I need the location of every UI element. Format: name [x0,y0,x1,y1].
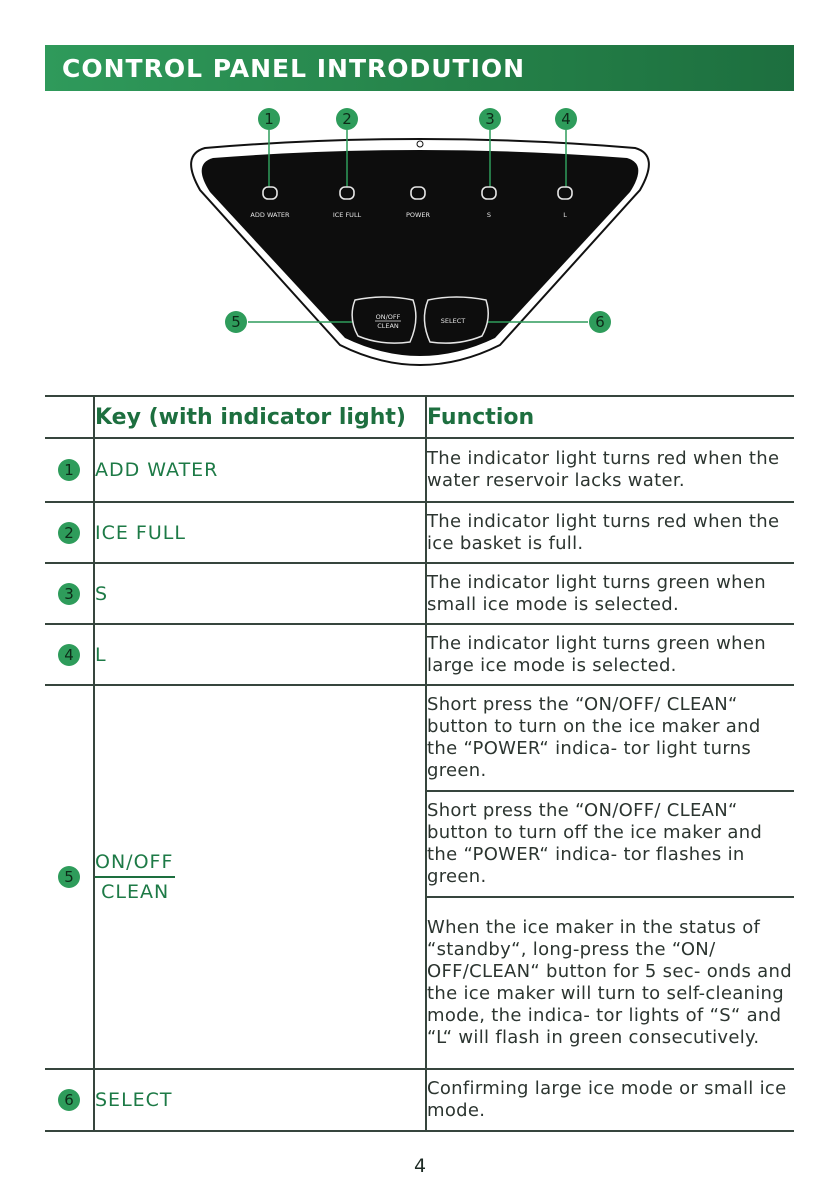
s-light [482,187,496,199]
function-cell: The indicator light turns green when large ice mode is selected. [427,632,766,676]
add-water-light [263,187,277,199]
callout-1 [258,108,280,130]
onoff-label: ON/OFF [95,851,175,878]
key-cell: ADD WATER [94,438,426,502]
key-cell: ICE FULL [94,502,426,563]
onoff-clean-key [95,851,175,903]
l-light [558,187,572,199]
page-number: 4 [413,1155,427,1177]
svg-text:6: 6 [595,313,605,331]
section-title: CONTROL PANEL INTRODUTION [62,54,526,83]
function-cell: The indicator light turns red when the ice basket is full. [427,510,780,554]
svg-text:4: 4 [561,110,571,128]
key-column-header: Key (with indicator light) [94,396,426,438]
ice-full-light [340,187,354,199]
callout-5 [225,311,247,333]
function-cell: The indicator light turns green when small ice mode is selected. [427,571,766,615]
key-cell: SELECT [94,1069,426,1131]
key-cell: S [94,563,426,624]
power-label: POWER [405,211,431,219]
table-row [45,624,794,685]
panel-black-face [202,150,639,356]
svg-text:CLEAN: CLEAN [377,322,399,330]
function-column-header: Function [427,404,535,430]
callout-4 [555,108,577,130]
clean-label: CLEAN [101,881,170,903]
l-label: L [563,211,567,219]
svg-text:2: 2 [342,110,352,128]
callout-6 [589,311,611,333]
svg-text:5: 5 [231,313,241,331]
table-row [45,1069,794,1131]
row-number-badge: 6 [58,1089,80,1111]
s-label: S [486,211,492,219]
function-cell: When the ice maker in the status of “standby“, long-press the “ON/ OFF/CLEAN“ button for 5 sec- onds and the ice maker will turn to self-cleaning mode, the indica- tor lights of “S“ and “L“ will flash in green consecutively. [427,917,792,1048]
key-function-table [45,395,794,1132]
svg-text:1: 1 [264,110,274,128]
row-number-badge: 1 [58,459,80,481]
function-cell: Short press the “ON/OFF/ CLEAN“ button to turn off the ice maker and the “POWER“ indica- tor flashes in green. [426,791,794,897]
table-row [45,685,794,791]
section-header [45,45,794,91]
row-number-badge: 4 [58,644,80,666]
row-number-badge: 3 [58,583,80,605]
select-button[interactable] [424,297,488,343]
function-cell: The indicator light turns red when the water reservoir lacks water. [427,448,780,491]
function-cell: Confirming large ice mode or small ice mode. [427,1078,787,1121]
power-light [411,187,425,199]
key-cell [94,685,426,1069]
svg-text:SELECT: SELECT [440,317,466,325]
svg-text:3: 3 [485,110,495,128]
callout-3 [479,108,501,130]
table-header-row [45,396,794,438]
add-water-label: ADD WATER [250,211,290,219]
table-row [45,563,794,624]
onoff-clean-button[interactable] [352,297,416,343]
key-cell: L [94,624,426,685]
control-panel-diagram [0,100,840,390]
row-number-badge: 2 [58,522,80,544]
table-row [45,438,794,502]
table-row [45,502,794,563]
function-cell: Short press the “ON/OFF/ CLEAN“ button to turn on the ice maker and the “POWER“ indica- tor light turns green. [426,685,794,791]
svg-text:ON/OFF: ON/OFF [375,313,401,321]
callout-2 [336,108,358,130]
ice-full-label: ICE FULL [332,211,362,219]
row-number-badge: 5 [58,866,80,888]
